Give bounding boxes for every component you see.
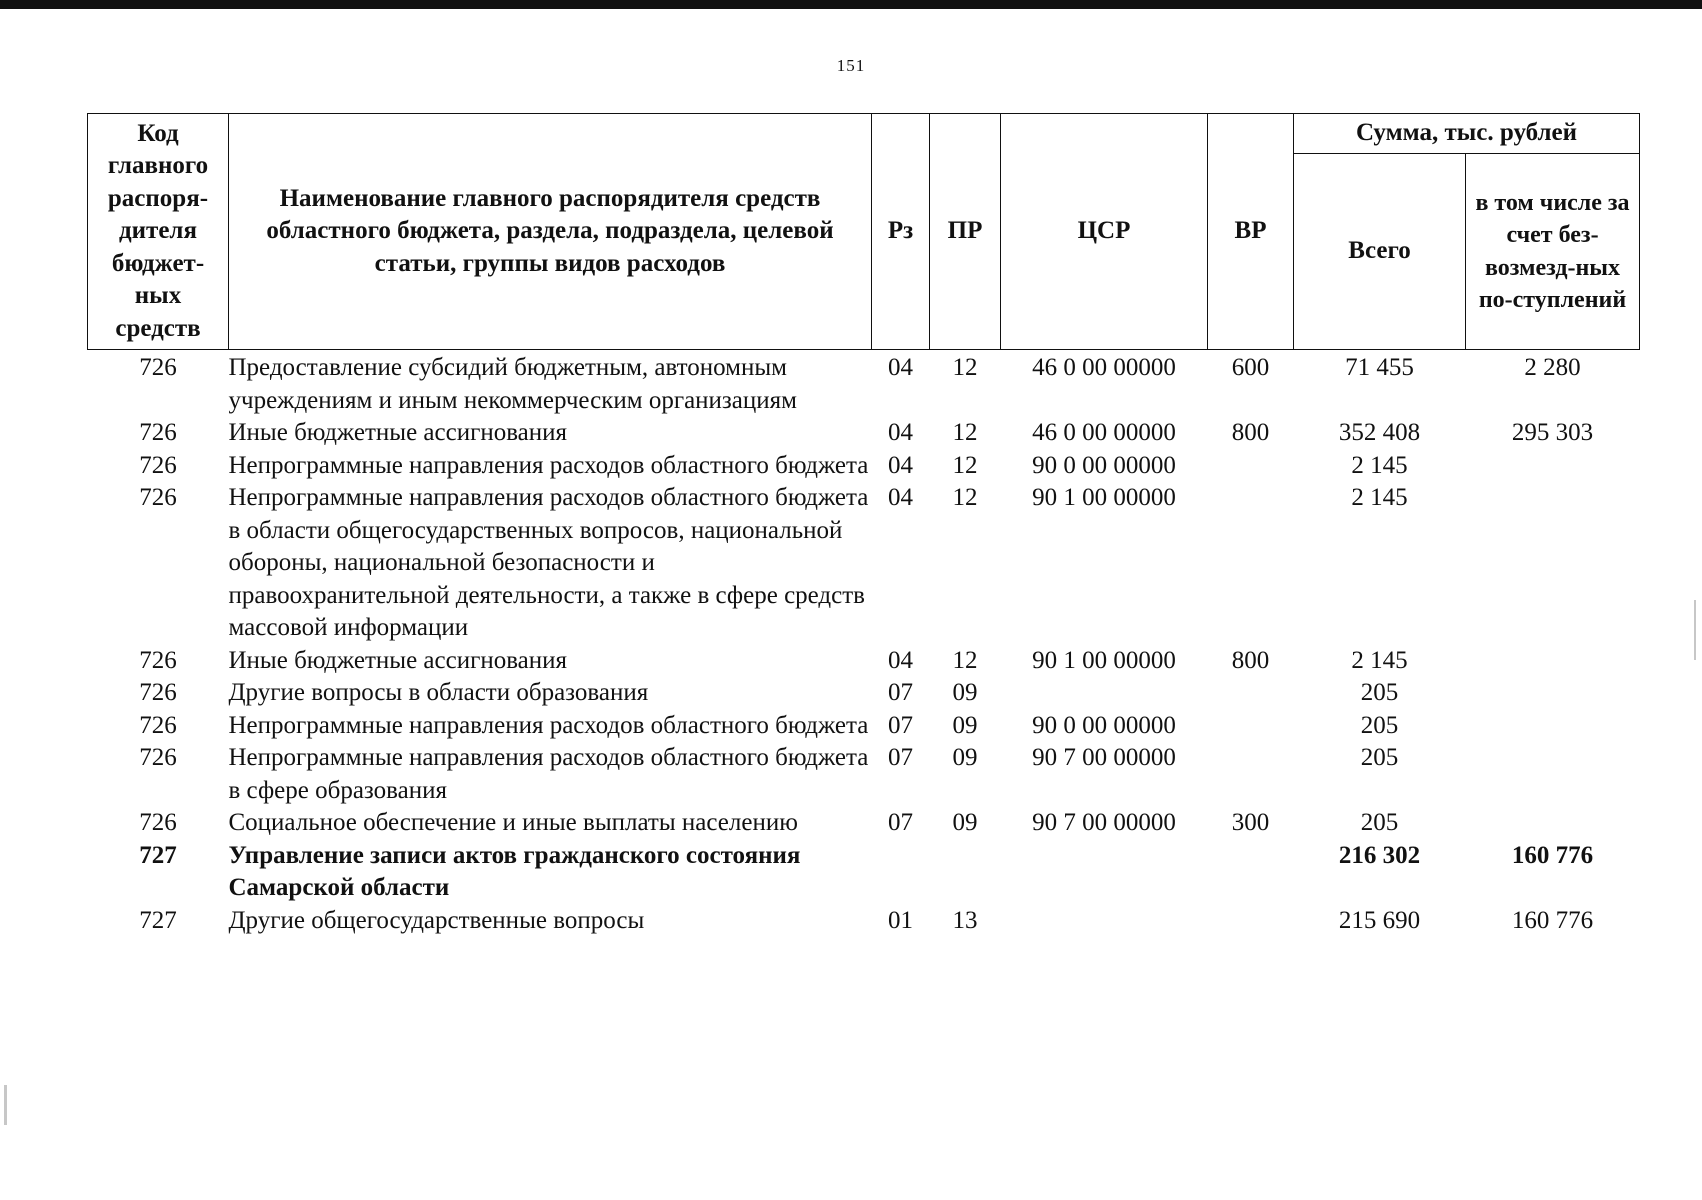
scan-artifact [1694, 600, 1696, 660]
cell-name: Непрограммные направления расходов областного бюджета в сфере образования [228, 744, 869, 804]
cell-csr: 46 0 00 00000 [1032, 419, 1176, 446]
cell-rz: 04 [888, 484, 913, 511]
cell-csr: 90 1 00 00000 [1032, 646, 1176, 674]
cell-name: Другие вопросы в области образования [228, 679, 649, 706]
cell-vr: 800 [1231, 419, 1270, 446]
cell-csr: 46 0 00 00000 [1032, 354, 1176, 381]
cell-vr [1208, 840, 1294, 905]
cell-name: Непрограммные направления расходов областного бюджета [228, 711, 869, 739]
cell-free [1466, 677, 1640, 710]
budget-table [87, 113, 1640, 937]
cell-name: Иные бюджетные ассигнования [228, 419, 568, 446]
table-row [88, 905, 1640, 938]
table-row [88, 417, 1640, 450]
cell-code: 727 [139, 841, 177, 869]
cell-free [1466, 742, 1640, 807]
scan-top-border [0, 0, 1702, 9]
cell-name: Иные бюджетные ассигнования [228, 646, 568, 674]
header-code: Код главного распоря-дителя бюджет-ных средств [88, 114, 229, 350]
cell-rz: 04 [888, 451, 913, 479]
cell-vr [1208, 482, 1294, 645]
cell-total: 2 145 [1351, 484, 1408, 511]
cell-name: Непрограммные направления расходов областного бюджета в области общегосударственных вопросов, национальной обороны, национальной безопасности и правоохранительной деятельности, а также в сфере средств массовой информации [228, 484, 869, 641]
cell-vr: 300 [1231, 809, 1270, 836]
cell-free: 160 776 [1511, 841, 1594, 869]
header-vr: ВР [1208, 114, 1294, 350]
header-free-receipts: в том числе за счет без-возмезд-ных по-ступлений [1466, 154, 1640, 350]
cell-free [1466, 807, 1640, 840]
cell-csr [1001, 840, 1208, 905]
cell-free [1466, 450, 1640, 483]
cell-rz: 01 [888, 906, 913, 934]
cell-code: 726 [139, 354, 177, 381]
cell-name: Непрограммные направления расходов областного бюджета [228, 451, 869, 479]
cell-rz: 04 [888, 354, 913, 381]
cell-csr [1001, 905, 1208, 938]
cell-code: 727 [139, 906, 177, 934]
cell-free [1466, 482, 1640, 645]
cell-total: 205 [1360, 711, 1399, 739]
cell-code: 726 [139, 451, 177, 479]
cell-pr: 09 [952, 744, 978, 771]
cell-name: Управление записи актов гражданского состояния Самарской области [228, 841, 801, 901]
cell-pr [930, 840, 1001, 905]
cell-csr: 90 1 00 00000 [1032, 484, 1176, 511]
cell-pr: 09 [952, 809, 978, 836]
cell-pr: 13 [952, 906, 978, 934]
cell-rz: 07 [888, 809, 913, 836]
cell-code: 726 [139, 711, 177, 739]
cell-code: 726 [139, 809, 177, 836]
cell-pr: 12 [952, 484, 978, 511]
cell-total: 352 408 [1338, 419, 1421, 446]
header-name: Наименование главного распорядителя средств областного бюджета, раздела, подраздела, целевой статьи, группы видов расходов [229, 114, 872, 350]
cell-csr [1001, 677, 1208, 710]
page-number: 151 [836, 56, 866, 75]
cell-total: 205 [1360, 744, 1399, 771]
cell-code: 726 [139, 419, 177, 446]
cell-csr: 90 0 00 00000 [1032, 451, 1176, 479]
cell-csr: 90 0 00 00000 [1032, 711, 1176, 739]
cell-vr [1208, 677, 1294, 710]
cell-name: Социальное обеспечение и иные выплаты населению [228, 809, 798, 836]
cell-vr: 800 [1231, 646, 1270, 674]
cell-pr: 12 [952, 419, 978, 446]
header-rz: Рз [872, 114, 930, 350]
table-row [88, 450, 1640, 483]
cell-vr [1208, 905, 1294, 938]
cell-rz [872, 840, 930, 905]
cell-code: 726 [139, 646, 177, 674]
cell-total: 205 [1360, 679, 1399, 706]
cell-code: 726 [139, 744, 177, 771]
table-row [88, 645, 1640, 678]
cell-rz: 04 [888, 646, 913, 674]
header-total: Всего [1294, 154, 1466, 350]
cell-code: 726 [139, 679, 177, 706]
cell-csr: 90 7 00 00000 [1032, 809, 1176, 836]
cell-free: 2 280 [1524, 354, 1581, 381]
header-sum-group: Сумма, тыс. рублей [1294, 114, 1640, 154]
cell-free: 295 303 [1511, 419, 1594, 446]
table-row [88, 677, 1640, 710]
scan-artifact [4, 1085, 7, 1125]
cell-total: 215 690 [1338, 906, 1421, 934]
table-row [88, 840, 1640, 905]
cell-vr [1208, 710, 1294, 743]
cell-free [1466, 645, 1640, 678]
cell-pr: 09 [952, 679, 978, 706]
cell-name: Другие общегосударственные вопросы [228, 906, 645, 934]
cell-code: 726 [139, 484, 177, 511]
cell-rz: 07 [888, 744, 913, 771]
cell-vr: 600 [1231, 354, 1270, 381]
cell-total: 205 [1360, 809, 1399, 836]
header-pr: ПР [930, 114, 1001, 350]
table-body [88, 350, 1640, 938]
cell-total: 216 302 [1338, 841, 1421, 869]
cell-rz: 07 [888, 711, 913, 739]
cell-pr: 12 [952, 451, 978, 479]
table-row [88, 807, 1640, 840]
table-header [88, 114, 1640, 350]
table-row [88, 350, 1640, 418]
cell-rz: 07 [888, 679, 913, 706]
cell-free [1466, 710, 1640, 743]
cell-pr: 09 [952, 711, 978, 739]
cell-rz: 04 [888, 419, 913, 446]
cell-pr: 12 [952, 354, 978, 381]
cell-free: 160 776 [1511, 906, 1594, 934]
table-row [88, 482, 1640, 645]
cell-total: 2 145 [1351, 451, 1408, 479]
cell-pr: 12 [952, 646, 978, 674]
header-csr: ЦСР [1001, 114, 1208, 350]
cell-total: 2 145 [1351, 646, 1408, 674]
cell-total: 71 455 [1345, 354, 1414, 381]
cell-csr: 90 7 00 00000 [1032, 744, 1176, 771]
cell-vr [1208, 450, 1294, 483]
table-row [88, 710, 1640, 743]
cell-name: Предоставление субсидий бюджетным, автономным учреждениям и иным некоммерческим организациям [228, 354, 797, 414]
cell-vr [1208, 742, 1294, 807]
table-row [88, 742, 1640, 807]
